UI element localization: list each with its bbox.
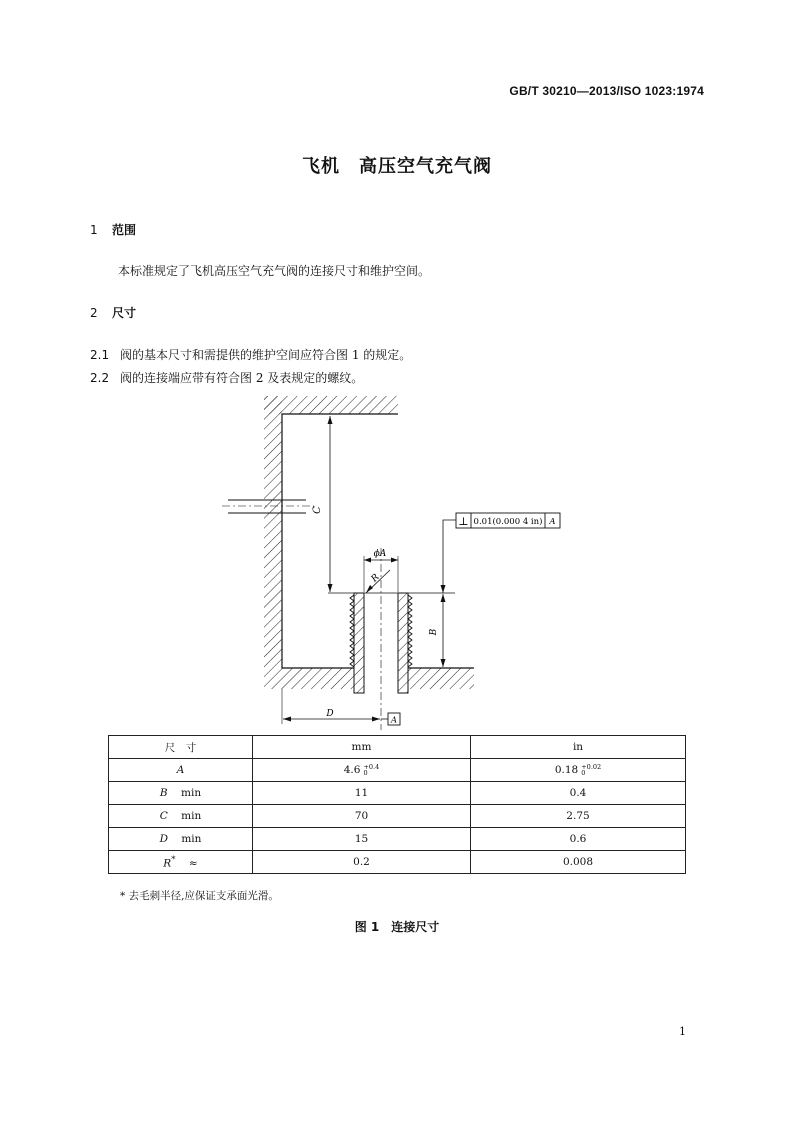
section-title: 尺寸	[112, 306, 137, 320]
scope-paragraph: 本标准规定了飞机高压空气充气阀的连接尺寸和维护空间。	[118, 264, 431, 278]
table-footnote: * 去毛刺半径,应保证支承面光滑。	[120, 890, 279, 902]
standard-code: GB/T 30210—2013/ISO 1023:1974	[509, 84, 704, 98]
right-thread	[408, 595, 412, 667]
dim-label-R: R	[369, 572, 382, 585]
footnote-mark: *	[171, 854, 176, 865]
dim-symbol: C	[159, 810, 168, 822]
tol-upper: +0.4	[363, 763, 380, 771]
section-1-heading	[90, 221, 136, 238]
clause-text: 阀的基本尺寸和需提供的维护空间应符合图 1 的规定。	[120, 348, 412, 362]
table-header-row	[109, 736, 686, 759]
cell-dimension	[109, 851, 253, 874]
dim-symbol: A	[176, 764, 185, 776]
table-row	[109, 805, 686, 828]
clause-number: 2.1	[90, 348, 110, 362]
page-title: 飞机 高压空气充气阀	[302, 156, 492, 177]
clause-2-1	[90, 346, 411, 363]
dim-qualifier: min	[181, 787, 202, 799]
dim-label-D: D	[326, 709, 334, 719]
tol-upper: +0.02	[581, 763, 602, 771]
cell-mm: 15	[253, 828, 471, 851]
dim-qualifier: min	[181, 833, 202, 845]
dimension-table	[108, 735, 686, 874]
table-row	[109, 759, 686, 782]
tol-lower: 0	[363, 769, 368, 777]
cell-dimension	[109, 759, 253, 782]
cell-dimension	[109, 782, 253, 805]
cell-dimension	[109, 828, 253, 851]
col-header-dimension: 尺 寸	[109, 736, 253, 759]
floor-left-hatch	[282, 668, 354, 689]
cell-in: 0.6	[471, 828, 686, 851]
wall-outline	[282, 414, 398, 668]
dim-symbol: B	[159, 787, 168, 799]
cell-mm: 0.2	[253, 851, 471, 874]
section-number: 2	[90, 306, 98, 320]
table-row	[109, 828, 686, 851]
clause-text: 阀的连接端应带有符合图 2 及表规定的螺纹。	[120, 371, 364, 385]
mm-value: 4.6	[343, 764, 361, 776]
cell-in: 0.008	[471, 851, 686, 874]
tol-lower: 0	[581, 769, 586, 777]
cell-mm: 11	[253, 782, 471, 805]
clause-number: 2.2	[90, 371, 110, 385]
section-2-heading	[90, 304, 136, 321]
floor-right-hatch	[408, 668, 474, 689]
perpendicularity-symbol: ⊥	[458, 515, 469, 528]
cell-in	[471, 759, 686, 782]
datum-reference: A	[549, 517, 556, 527]
table-row	[109, 782, 686, 805]
left-wall-hatch	[264, 396, 282, 689]
cell-in: 2.75	[471, 805, 686, 828]
cell-mm	[253, 759, 471, 782]
figure-caption: 图 1 连接尺寸	[354, 920, 440, 934]
clause-2-2	[90, 369, 363, 386]
cell-dimension	[109, 805, 253, 828]
dim-symbol: R	[163, 857, 172, 870]
table-row	[109, 851, 686, 874]
col-header-in: in	[471, 736, 686, 759]
connection-dimension-drawing	[0, 390, 794, 730]
datum-A-label: A	[390, 715, 398, 726]
dim-label-phiA: ϕA	[373, 549, 387, 559]
left-thread	[350, 595, 354, 667]
in-tolerance	[581, 764, 601, 776]
section-title: 范围	[112, 223, 137, 237]
dim-label-C: C	[312, 506, 323, 514]
tolerance-value: 0.01(0.000 4 in)	[473, 517, 543, 527]
section-number: 1	[90, 223, 98, 237]
dim-label-B: B	[429, 628, 439, 636]
top-wall-hatch	[264, 396, 398, 414]
cell-in: 0.4	[471, 782, 686, 805]
dim-qualifier: ≈	[188, 857, 198, 870]
col-header-mm: mm	[253, 736, 471, 759]
dim-qualifier: min	[181, 810, 202, 822]
cell-mm: 70	[253, 805, 471, 828]
in-value: 0.18	[554, 764, 579, 776]
mm-tolerance	[363, 764, 379, 776]
dim-symbol: D	[159, 833, 168, 845]
page-number: 1	[679, 1025, 686, 1038]
